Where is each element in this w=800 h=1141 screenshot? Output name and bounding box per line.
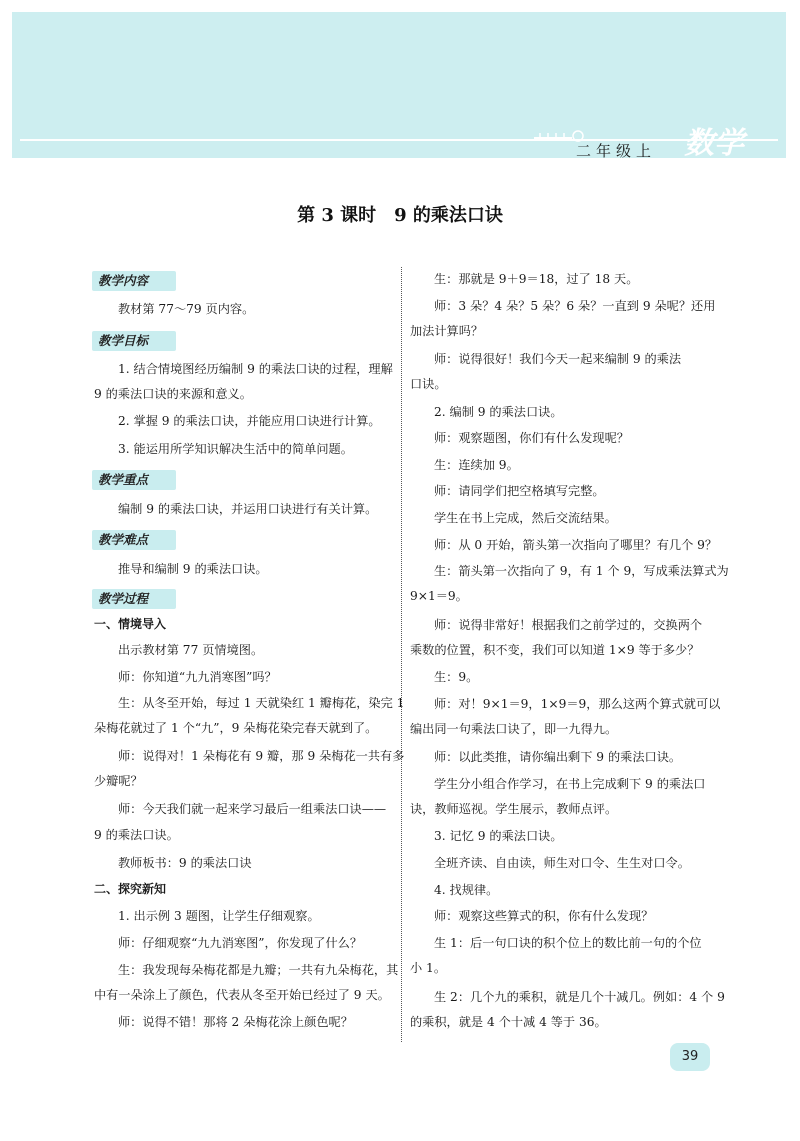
paragraph: 师：你知道“九九消寒图”吗？	[118, 670, 277, 684]
subject-logo: 数学	[684, 126, 744, 158]
paragraph: 2. 掌握 9 的乘法口诀，并能应用口诀进行计算。	[118, 414, 381, 428]
section-heading: 二、探究新知	[94, 882, 167, 896]
paragraph: 生 1：后一句口诀的积个位上的数比前一句的个位	[434, 936, 702, 950]
paragraph: 诀，教师巡视。学生展示，教师点评。	[410, 802, 618, 816]
paragraph: 生：9。	[434, 670, 479, 684]
paragraph: 师：说得对！1 朵梅花有 9 瓣，那 9 朵梅花一共有多	[118, 749, 405, 763]
paragraph: 1. 结合情境图经历编制 9 的乘法口诀的过程，理解	[118, 362, 393, 376]
paragraph: 生：我发现每朵梅花都是九瓣；一共有九朵梅花，其	[118, 963, 399, 977]
paragraph: 生：从冬至开始，每过 1 天就染红 1 瓣梅花，染完 1	[118, 696, 405, 710]
paragraph: 少瓣呢？	[94, 774, 143, 788]
paragraph: 3. 能运用所学知识解决生活中的简单问题。	[118, 442, 353, 456]
paragraph: 师：今天我们就一起来学习最后一组乘法口诀——	[118, 802, 387, 816]
paragraph: 师：对！9×1＝9，1×9＝9，那么这两个算式就可以	[434, 697, 721, 711]
paragraph: 生 2：几个九的乘积，就是几个十减几。例如：4 个 9	[434, 990, 725, 1004]
header-rule	[20, 139, 778, 141]
section-tag-goals: 教学目标	[92, 331, 176, 351]
paragraph: 师：说得很好！我们今天一起来编制 9 的乘法	[434, 352, 682, 366]
paragraph: 师：以此类推，请你编出剩下 9 的乘法口诀。	[434, 750, 682, 764]
section-tag-content: 教学内容	[92, 271, 176, 291]
paragraph: 的乘积，就是 4 个十减 4 等于 36。	[410, 1015, 607, 1029]
paragraph: 师：请同学们把空格填写完整。	[434, 484, 605, 498]
paragraph: 4. 找规律。	[434, 883, 499, 897]
paragraph: 生：那就是 9＋9＝18，过了 18 天。	[434, 272, 639, 286]
paragraph: 师：3 朵？4 朵？5 朵？6 朵？一直到 9 朵呢？还用	[434, 299, 716, 313]
paragraph: 全班齐读、自由读，师生对口令、生生对口令。	[434, 856, 690, 870]
paragraph: 小 1。	[410, 961, 447, 975]
paragraph: 师：仔细观察“九九消寒图”，你发现了什么？	[118, 936, 363, 950]
paragraph: 口诀。	[410, 377, 447, 391]
lesson-title: 第 3 课时 9 的乘法口诀	[297, 205, 503, 226]
paragraph: 朵梅花就过了 1 个“九”，9 朵梅花染完春天就到了。	[94, 721, 378, 735]
paragraph: 1. 出示例 3 题图，让学生仔细观察。	[118, 909, 320, 923]
section-heading: 一、情境导入	[94, 617, 167, 631]
paragraph: 生：箭头第一次指向了 9，有 1 个 9，写成乘法算式为	[434, 564, 729, 578]
section-tag-difficulty: 教学难点	[92, 530, 176, 550]
paragraph: 师：说得不错！那将 2 朵梅花涂上颜色呢？	[118, 1015, 353, 1029]
paragraph: 乘数的位置，积不变，我们可以知道 1×9 等于多少？	[410, 643, 700, 657]
page-number: 39	[670, 1043, 710, 1071]
header-banner	[12, 12, 786, 158]
paragraph: 编出同一句乘法口诀了，即一九得九。	[410, 722, 618, 736]
paragraph: 教材第 77～79 页内容。	[118, 302, 255, 316]
paragraph: 学生在书上完成，然后交流结果。	[434, 511, 617, 525]
paragraph: 学生分小组合作学习，在书上完成剩下 9 的乘法口	[434, 777, 706, 791]
paragraph: 3. 记忆 9 的乘法口诀。	[434, 829, 563, 843]
paragraph: 加法计算吗？	[410, 324, 484, 338]
paragraph: 9 的乘法口诀。	[94, 828, 179, 842]
paragraph: 2. 编制 9 的乘法口诀。	[434, 405, 563, 419]
paragraph: 推导和编制 9 的乘法口诀。	[118, 562, 268, 576]
paragraph: 9×1＝9。	[410, 589, 468, 603]
paragraph: 师：从 0 开始，箭头第一次指向了哪里？有几个 9？	[434, 538, 718, 552]
paragraph: 教师板书：9 的乘法口诀	[118, 856, 252, 870]
grade-label: 二年级上	[576, 142, 657, 158]
section-tag-key: 教学重点	[92, 470, 176, 490]
paragraph: 师：观察这些算式的积，你有什么发现？	[434, 909, 654, 923]
paragraph: 中有一朵涂上了颜色，代表从冬至开始已经过了 9 天。	[94, 988, 390, 1002]
paragraph: 师：观察题图，你们有什么发现呢？	[434, 431, 629, 445]
paragraph: 9 的乘法口诀的来源和意义。	[94, 387, 252, 401]
section-tag-process: 教学过程	[92, 589, 176, 609]
paragraph: 编制 9 的乘法口诀，并运用口诀进行有关计算。	[118, 502, 378, 516]
paragraph: 生：连续加 9。	[434, 458, 519, 472]
paragraph: 出示教材第 77 页情境图。	[118, 643, 264, 657]
paragraph: 师：说得非常好！根据我们之前学过的，交换两个	[434, 618, 703, 632]
